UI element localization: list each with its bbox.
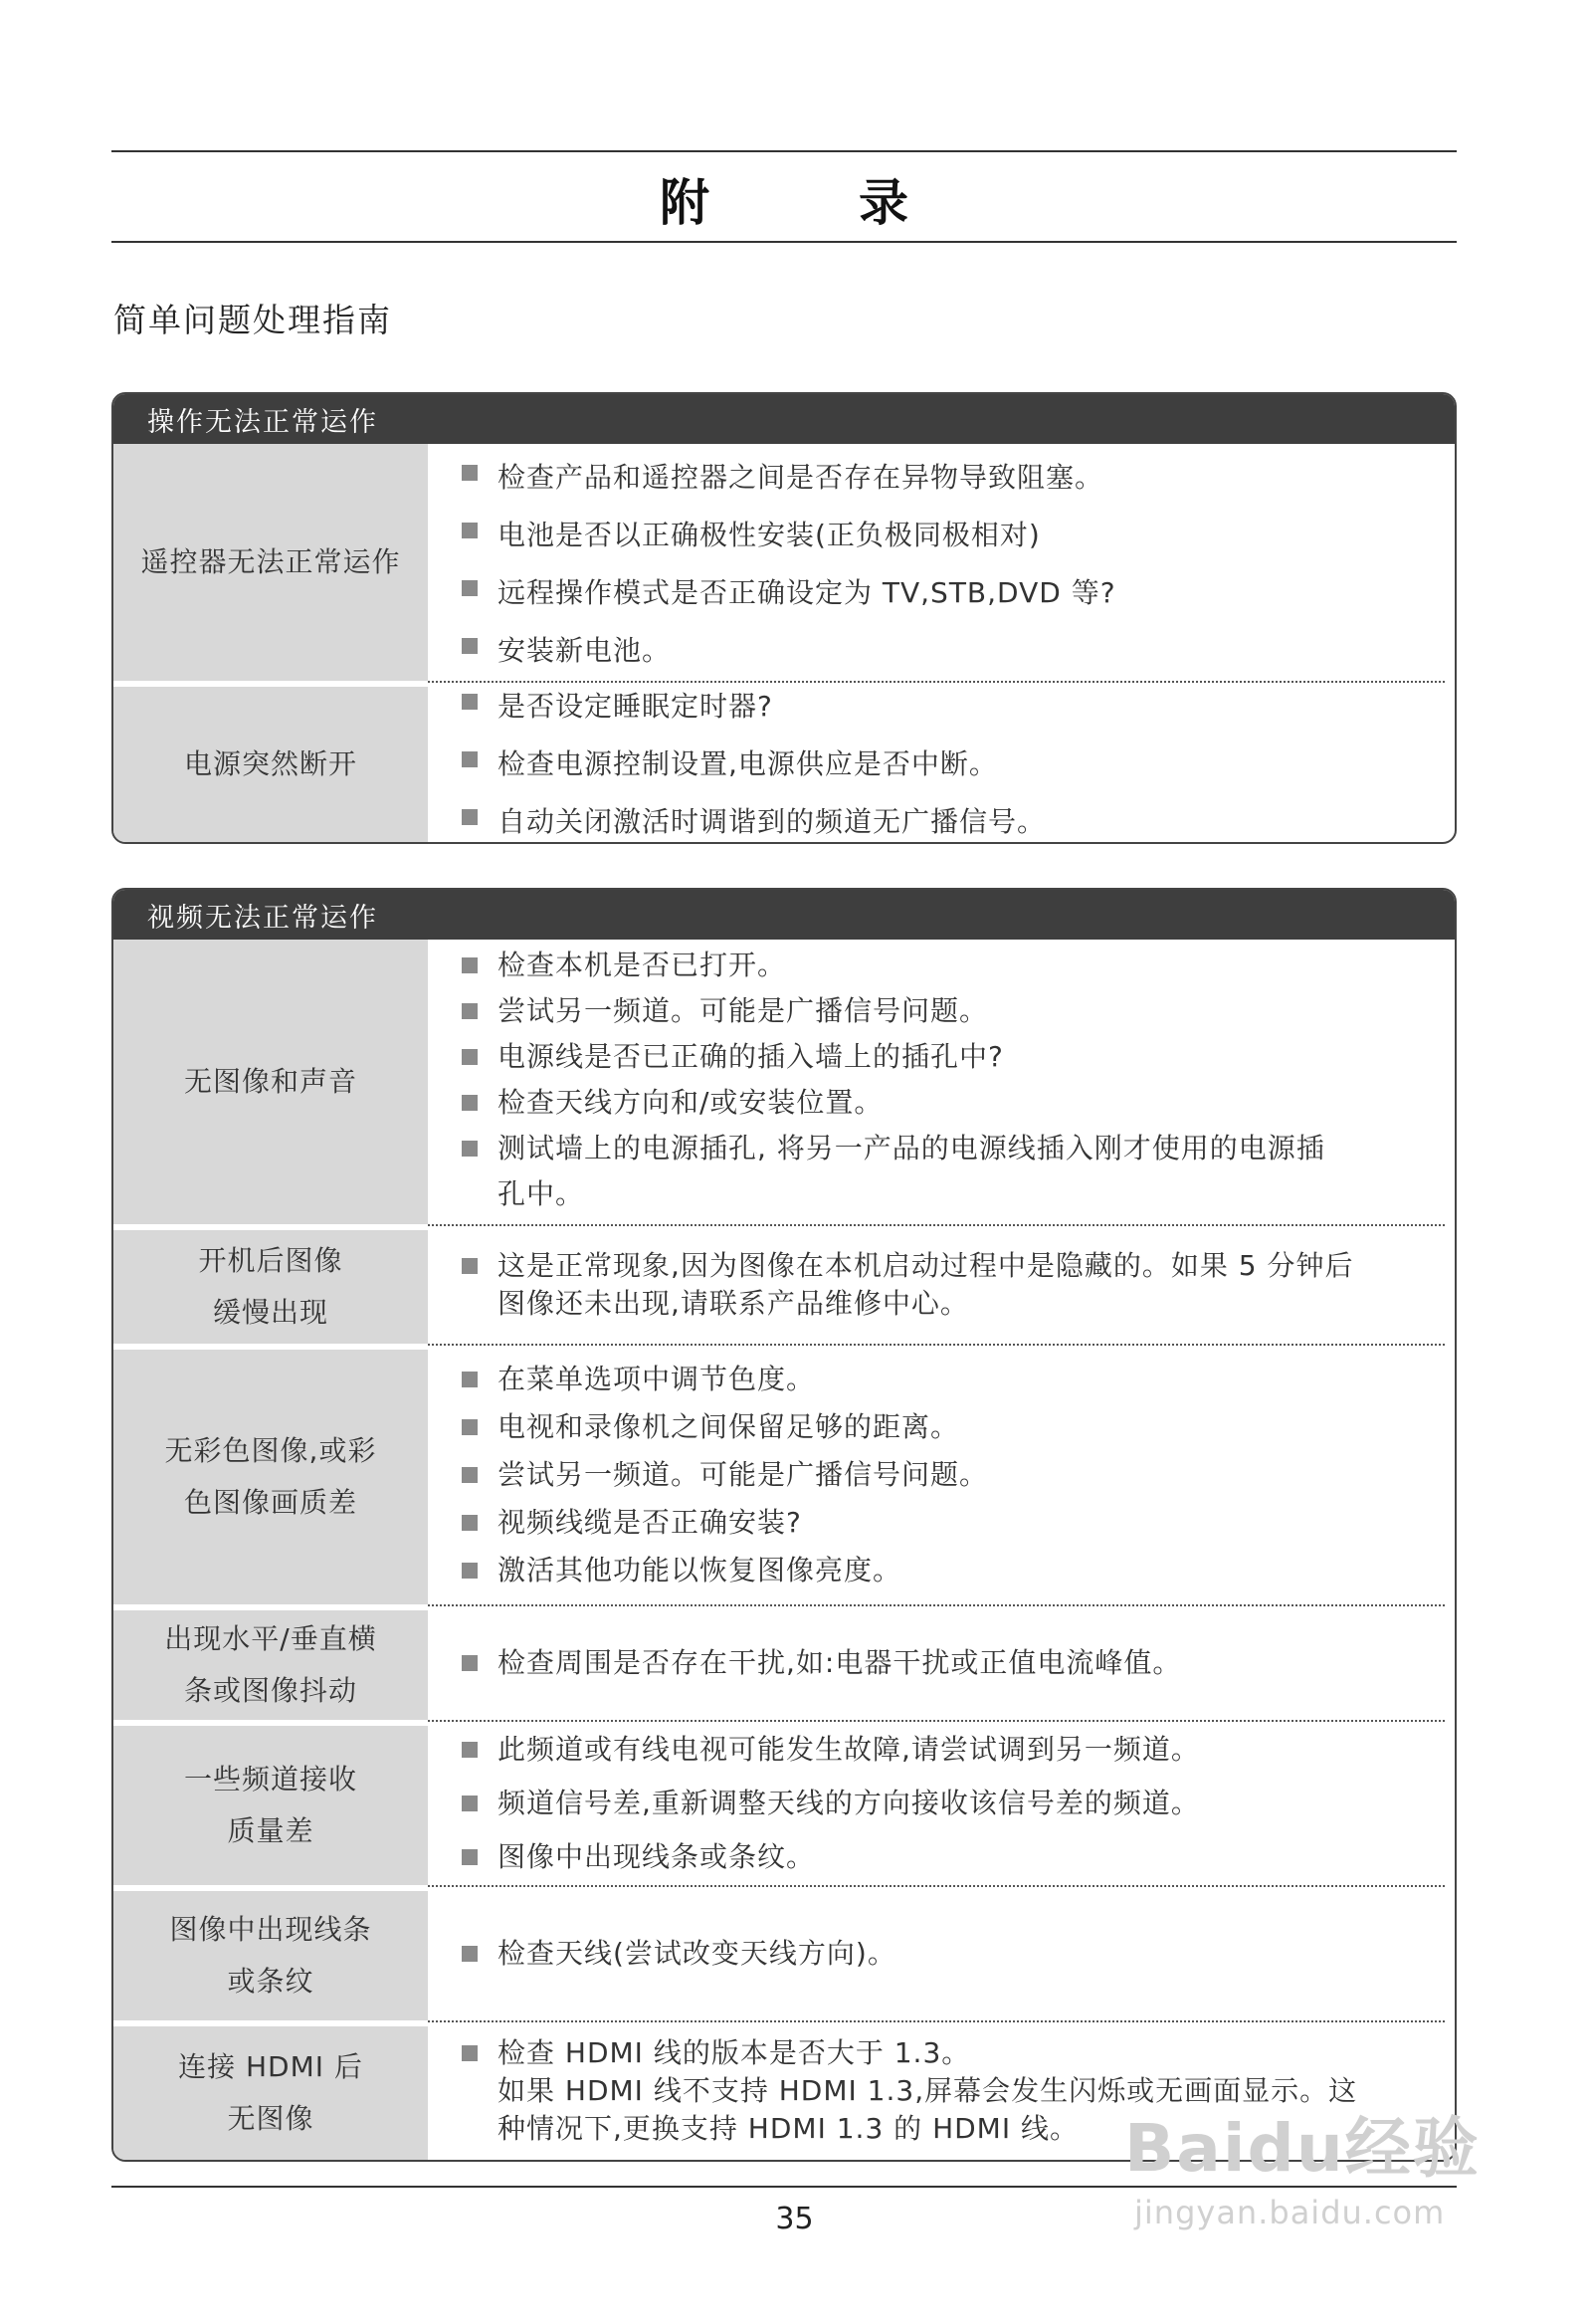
table-row <box>113 1604 1455 1720</box>
square-bullet-icon <box>462 1258 478 1274</box>
row-label: 开机后图像 缓慢出现 <box>113 1224 428 1344</box>
square-bullet-icon <box>462 1655 478 1671</box>
square-bullet-icon <box>462 751 478 767</box>
square-bullet-icon <box>462 1563 478 1579</box>
table-row <box>113 1720 1455 1885</box>
page-title-char-1: 附 <box>660 174 709 232</box>
row-label: 出现水平/垂直横 条或图像抖动 <box>113 1604 428 1720</box>
row-content <box>428 1885 1445 2020</box>
table-row <box>113 1344 1455 1604</box>
row-label: 无彩色图像,或彩 色图像画质差 <box>113 1344 428 1604</box>
list-item: 电源线是否已正确的插入墙上的插孔中? <box>462 1038 1421 1076</box>
title-bottom-rule <box>111 241 1457 243</box>
row-label: 遥控器无法正常运作 <box>113 444 428 681</box>
square-bullet-icon <box>462 957 478 973</box>
table-header: 视频无法正常运作 <box>113 890 1455 940</box>
table-row <box>113 444 1455 681</box>
page-number: 35 <box>775 2202 814 2236</box>
square-bullet-icon <box>462 1003 478 1019</box>
table-row <box>113 681 1455 842</box>
row-label: 无图像和声音 <box>113 940 428 1224</box>
list-item: 检查天线方向和/或安装位置。 <box>462 1084 1421 1122</box>
list-item: 尝试另一频道。可能是广播信号问题。 <box>462 992 1421 1030</box>
list-item: 检查 HDMI 线的版本是否大于 1.3。 如果 HDMI 线不支持 HDMI 1.3,屏幕会发生闪烁或无画面显示。这 种情况下,更换支持 HDMI 1.3 的 HDMI 线。 <box>462 2034 1421 2148</box>
list-item: 自动关闭激活时调谐到的频道无广播信号。 <box>462 800 1421 840</box>
square-bullet-icon <box>462 465 478 481</box>
baidu-jingyan-watermark <box>1124 2095 1502 2244</box>
row-label: 连接 HDMI 后 无图像 <box>113 2020 428 2160</box>
list-item: 这是正常现象,因为图像在本机启动过程中是隐藏的。如果 5 分钟后 图像还未出现,请联系产品维修中心。 <box>462 1247 1421 1323</box>
square-bullet-icon <box>462 1946 478 1962</box>
section-title: 简单问题处理指南 <box>113 301 392 339</box>
square-bullet-icon <box>462 1141 478 1157</box>
row-label: 图像中出现线条 或条纹 <box>113 1885 428 2020</box>
square-bullet-icon <box>462 1049 478 1065</box>
watermark-url: jingyan.baidu.com <box>1134 2194 1446 2231</box>
row-content <box>428 444 1445 681</box>
list-item: 视频线缆是否正确安装? <box>462 1504 1421 1542</box>
square-bullet-icon <box>462 2045 478 2061</box>
list-item: 尝试另一频道。可能是广播信号问题。 <box>462 1456 1421 1494</box>
watermark-logo: Baidu经验 <box>1124 2110 1481 2187</box>
square-bullet-icon <box>462 523 478 538</box>
list-item: 检查周围是否存在干扰,如:电器干扰或正值电流峰值。 <box>462 1644 1421 1682</box>
square-bullet-icon <box>462 1796 478 1811</box>
list-item: 电池是否以正确极性安装(正负极同极相对) <box>462 514 1421 553</box>
row-content <box>428 1224 1445 1344</box>
list-item: 检查天线(尝试改变天线方向)。 <box>462 1935 1421 1973</box>
list-item: 检查电源控制设置,电源供应是否中断。 <box>462 742 1421 782</box>
row-content <box>428 940 1445 1224</box>
square-bullet-icon <box>462 809 478 825</box>
list-item: 远程操作模式是否正确设定为 TV,STB,DVD 等? <box>462 571 1421 611</box>
square-bullet-icon <box>462 1419 478 1435</box>
square-bullet-icon <box>462 1742 478 1758</box>
row-label: 一些频道接收 质量差 <box>113 1720 428 1885</box>
square-bullet-icon <box>462 1467 478 1483</box>
table-row <box>113 940 1455 1224</box>
troubleshooting-table-video <box>111 888 1457 2162</box>
list-item: 测试墙上的电源插孔, 将另一产品的电源线插入刚才使用的电源插 孔中。 <box>462 1130 1421 1217</box>
square-bullet-icon <box>462 638 478 654</box>
row-content <box>428 681 1445 842</box>
list-item: 频道信号差,重新调整天线的方向接收该信号差的频道。 <box>462 1785 1421 1822</box>
list-item: 在菜单选项中调节色度。 <box>462 1361 1421 1398</box>
list-item: 此频道或有线电视可能发生故障,请尝试调到另一频道。 <box>462 1731 1421 1769</box>
list-item: 检查产品和遥控器之间是否存在异物导致阻塞。 <box>462 456 1421 496</box>
square-bullet-icon <box>462 1849 478 1865</box>
list-item: 安装新电池。 <box>462 629 1421 669</box>
table-row <box>113 1885 1455 2020</box>
table-header: 操作无法正常运作 <box>113 394 1455 444</box>
square-bullet-icon <box>462 1372 478 1387</box>
square-bullet-icon <box>462 694 478 710</box>
top-rule <box>111 150 1457 152</box>
row-content <box>428 1604 1445 1720</box>
page-title-char-2: 录 <box>859 174 908 232</box>
troubleshooting-table-operation <box>111 392 1457 844</box>
square-bullet-icon <box>462 1095 478 1111</box>
list-item: 图像中出现线条或条纹。 <box>462 1838 1421 1876</box>
list-item: 是否设定睡眠定时器? <box>462 685 1421 725</box>
list-item: 激活其他功能以恢复图像亮度。 <box>462 1552 1421 1589</box>
row-content <box>428 1344 1445 1604</box>
row-label: 电源突然断开 <box>113 681 428 842</box>
list-item: 电视和录像机之间保留足够的距离。 <box>462 1408 1421 1446</box>
square-bullet-icon <box>462 1515 478 1531</box>
square-bullet-icon <box>462 580 478 596</box>
table-row <box>113 1224 1455 1344</box>
list-item: 检查本机是否已打开。 <box>462 947 1421 984</box>
row-content <box>428 1720 1445 1885</box>
page-title <box>111 159 1457 239</box>
